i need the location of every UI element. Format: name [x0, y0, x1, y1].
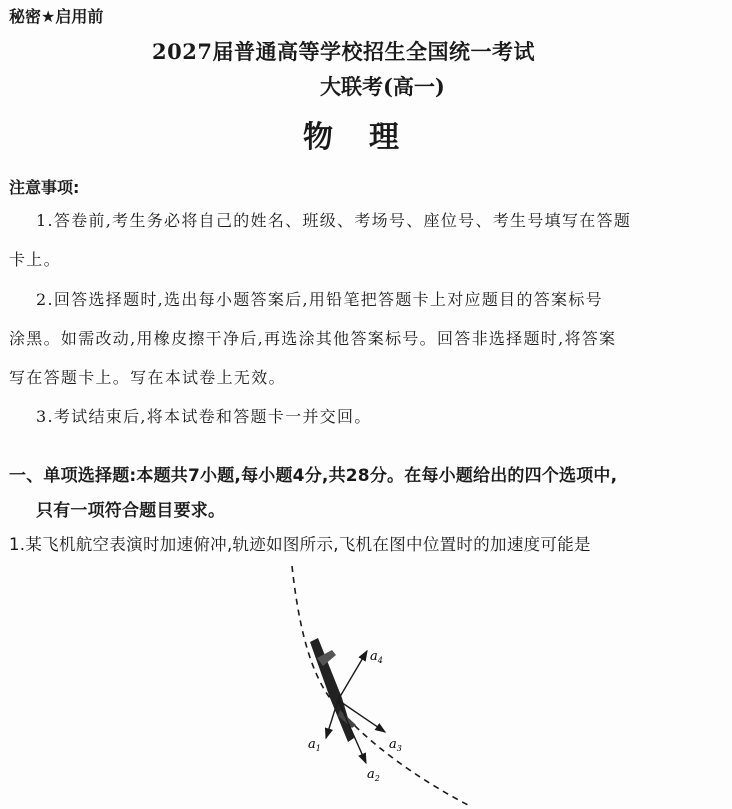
notice-item-1-line1: 1.答卷前,考生务必将自己的姓名、班级、考场号、座位号、考生号填写在答题 — [36, 211, 632, 230]
trajectory-figure — [260, 560, 480, 809]
notice-item-3-line1: 3.考试结束后,将本试卷和答题卡一并交回。 — [36, 407, 372, 426]
notice-item-1-line2: 卡上。 — [9, 250, 61, 269]
trajectory-path — [292, 566, 468, 805]
exam-title: 2027届普通高等学校招生全国统一考试 — [152, 39, 535, 64]
notice-item-2-line3: 写在答题卡上。写在本试卷上无效。 — [9, 368, 286, 387]
confidential-label: 秘密★启用前 — [9, 7, 104, 26]
label-a3: $a_3$ — [389, 737, 402, 753]
notice-item-2-line1: 2.回答选择题时,选出每小题答案后,用铅笔把答题卡上对应题目的答案标号 — [36, 290, 603, 309]
section-heading: 一、单项选择题:本题共7小题,每小题4分,共28分。在每小题给出的四个选项中, — [9, 466, 618, 486]
notice-heading: 注意事项: — [9, 178, 80, 197]
section-heading-cont: 只有一项符合题目要求。 — [36, 501, 226, 521]
exam-subtitle: 大联考(高一) — [320, 74, 445, 99]
subject-title: 物理 — [303, 120, 435, 155]
notice-item-2-line2: 涂黑。如需改动,用橡皮擦干净后,再选涂其他答案标号。回答非选择题时,将答案 — [9, 329, 617, 348]
label-a1: $a_1$ — [308, 737, 321, 753]
label-a4: $a_4$ — [370, 649, 383, 665]
label-a2: $a_2$ — [367, 767, 380, 783]
vector-a4 — [338, 651, 367, 700]
vector-a1 — [326, 700, 338, 738]
question-1-text: 1.某飞机航空表演时加速俯冲,轨迹如图所示,飞机在图中位置时的加速度可能是 — [9, 535, 591, 554]
